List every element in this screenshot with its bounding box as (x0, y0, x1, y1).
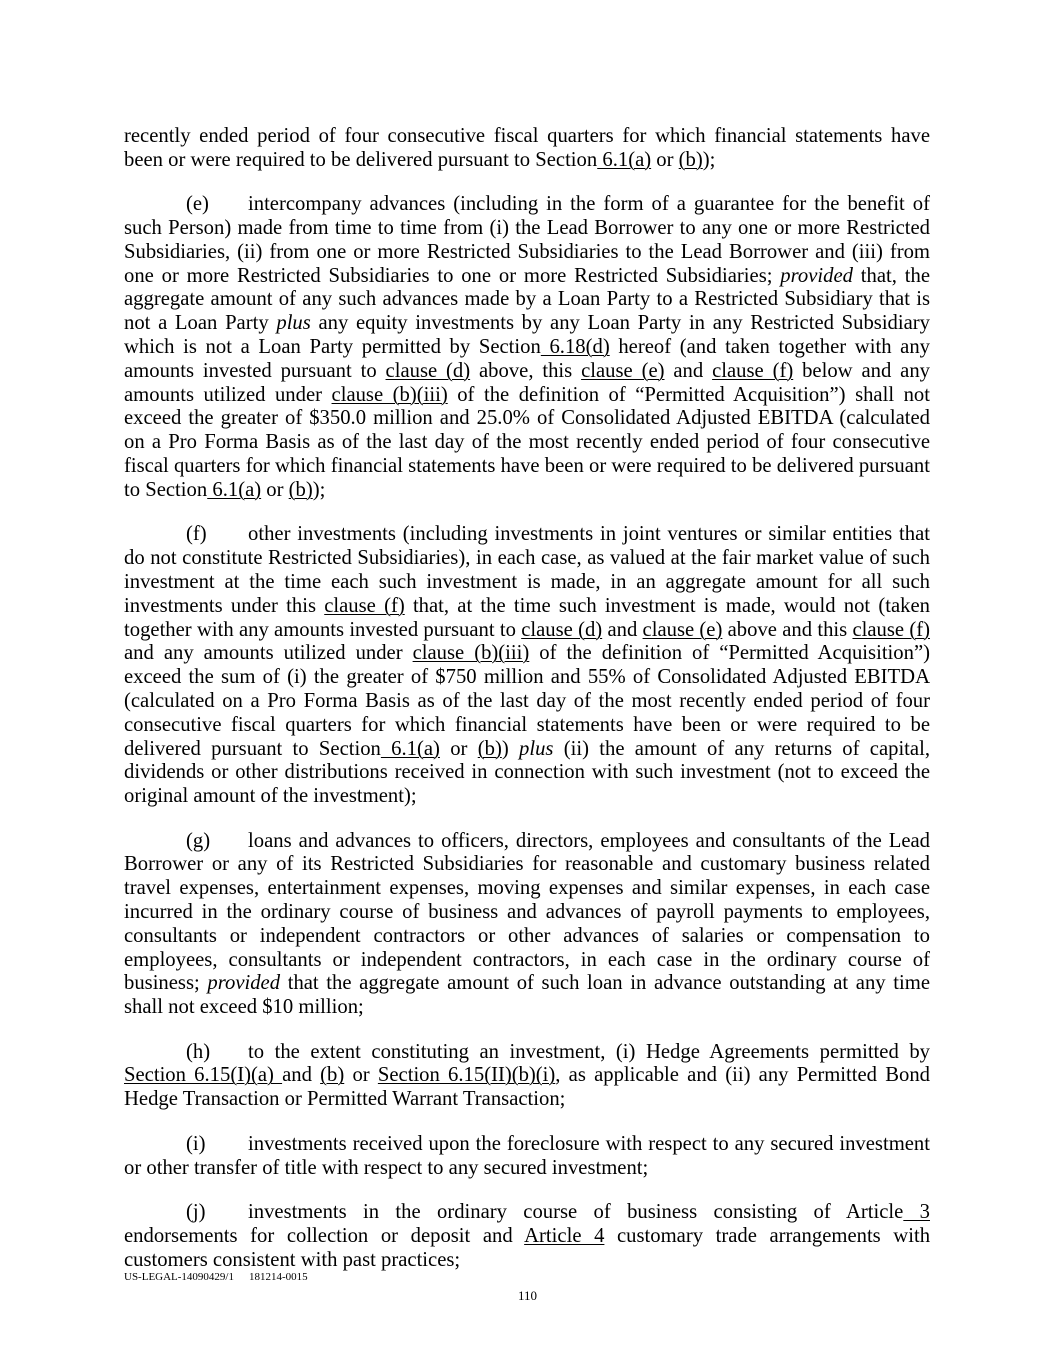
item-label: (e) (186, 193, 209, 216)
text-run: (ii) the amount of any returns of capital, dividends or other distributions received in connection with such investment (not to exceed the original amount of the investment); (124, 737, 930, 808)
cross-reference: Section 6.15(II)(b)(i) (377, 1064, 556, 1087)
page-number: 110 (517, 1288, 538, 1303)
text-run: or (651, 148, 679, 171)
text-run: customary trade arrangements with customers consistent with past practices; (124, 1224, 931, 1271)
emphasis: provided (207, 972, 281, 995)
document-id: US-LEGAL-14090429/1 (124, 1271, 234, 1283)
paragraph-i (124, 1133, 930, 1181)
text-run: or (261, 478, 289, 501)
paragraph-e (124, 193, 930, 502)
text-run: above, this (470, 359, 582, 382)
cross-reference: clause (e) (581, 359, 665, 382)
emphasis: plus (276, 312, 311, 335)
cross-reference: (b) (320, 1064, 345, 1087)
cross-reference: clause (b)(iii) (331, 383, 448, 406)
cross-reference: clause (b)(iii) (412, 642, 530, 665)
text-run: any equity investments by any Loan Party in any Restricted Subsidiary which is not a Loan Party permitted by Section (124, 312, 931, 359)
cross-reference: clause (d) (385, 359, 471, 382)
cross-reference: (b) (288, 478, 313, 501)
paragraph-j (124, 1201, 930, 1272)
cross-reference: clause (e) (642, 618, 723, 641)
item-label: (i) (186, 1132, 206, 1155)
text-run: endorsements for collection or deposit and (124, 1224, 525, 1247)
footer-document-id (124, 1271, 308, 1284)
paragraph-g (124, 830, 930, 1020)
cross-reference: 6.1(a) (380, 737, 440, 760)
text-run: and (282, 1064, 321, 1087)
text-run: intercompany advances (including in the form of a guarantee for the benefit of such Person) made from time to time from (i) the Lead Borrower to any one or more Restricted Subsidiaries, (ii) from one or more Restricted Subsidiaries to the Lead Borrower and (iii) from one or more Restricted Subsidiaries to one or more Restricted Subsidiaries; (124, 193, 930, 287)
document-body (124, 125, 930, 1293)
cross-reference: Article 4 (524, 1224, 605, 1247)
paragraph-f (124, 523, 930, 809)
document-reference: 181214-0015 (249, 1271, 308, 1283)
text-run: other investments (including investments in joint ventures or similar entities that do not constitute Restricted Subsidiaries), in each case, as valued at the fair market value of such investment at the time each such investment is made, in an aggregate amount for all such investments under this (124, 523, 930, 617)
text-run: hereof (and taken together with any amounts invested pursuant to (124, 336, 930, 382)
text-run: or (344, 1064, 378, 1087)
text-run: ) (501, 737, 519, 760)
item-label: (f) (186, 523, 207, 546)
cross-reference: 3 (903, 1201, 930, 1223)
text-run: of the definition of “Permitted Acquisition”) exceed the sum of (i) the greater of $750 million and 55% of Consolidated Adjusted EBITDA (calculated on a Pro Forma Basis as of the last day of the most recently ended period of four consecutive fiscal quarters for which financial statements have been or were required to be delivered pursuant to Section (124, 642, 930, 760)
cross-reference: 6.18(d) (540, 336, 610, 359)
cross-reference: 6.1(a) (207, 478, 262, 501)
text-run: loans and advances to officers, directors, employees and consultants of the Lead Borrower or any of its Restricted Subsidiaries for reasonable and customary business related travel expenses, entertainment expenses, moving expenses and similar expenses, in each case incurred in the ordinary course of business and advances of payroll payments to employees, consultants or independent contractors or other advances of salaries or compensation to employees, consultants or independent contractors, in each case in the ordinary course of business; (124, 829, 930, 995)
cross-reference: (b) (678, 148, 703, 171)
text-run: of the definition of “Permitted Acquisition”) shall not exceed the greater of $350.0 million and 25.0% of Consolidated Adjusted EBITDA (calculated on a Pro Forma Basis as of the last day of the most recently ended period of four consecutive fiscal quarters for which financial statements have been or were required to be delivered pursuant to Section (124, 383, 930, 501)
text-run: below and any amounts utilized under (124, 359, 930, 406)
text-run: to the extent constituting an investment, (i) Hedge Agreements permitted by (248, 1040, 930, 1063)
cross-reference: clause (f) (852, 618, 930, 641)
emphasis: plus (519, 737, 554, 760)
text-run: , as applicable and (ii) any Permitted Bond Hedge Transaction or Permitted Warrant Transaction; (124, 1064, 930, 1111)
text-run: recently ended period of four consecutive fiscal quarters for which financial statements have been or were required to be delivered pursuant to Section (124, 125, 930, 171)
text-run: above and this (722, 618, 853, 641)
cross-reference: clause (f) (712, 359, 794, 382)
emphasis: provided (780, 264, 853, 287)
item-label: (h) (186, 1040, 211, 1063)
text-run: ); (702, 148, 716, 171)
paragraph-h (124, 1041, 930, 1112)
text-run: that, at the time such investment is made, would not (taken together with any amounts invested pursuant to (124, 594, 930, 641)
cross-reference: clause (d) (521, 618, 603, 641)
cross-reference: Section 6.15(I)(a) (124, 1064, 283, 1087)
text-run: or (439, 737, 478, 760)
text-run: that the aggregate amount of such loan in advance outstanding at any time shall not exceed $10 million; (124, 972, 930, 1019)
text-run: ); (312, 478, 326, 501)
item-label: (g) (186, 829, 211, 852)
text-run: that, the aggregate amount of any such advances made by a Loan Party to a Restricted Subsidiary that is not a Loan Party (124, 264, 930, 335)
text-run: investments received upon the foreclosure with respect to any secured investment or other transfer of title with respect to any secured investment; (124, 1132, 930, 1179)
cross-reference: 6.1(a) (597, 148, 652, 171)
text-run: investments in the ordinary course of business consisting of Article (248, 1201, 904, 1223)
text-run: and (602, 618, 643, 641)
text-run: and (664, 359, 713, 382)
item-label: (j) (186, 1201, 206, 1223)
paragraph-continuation (124, 125, 930, 173)
cross-reference: (b) (477, 737, 502, 760)
text-run: and any amounts utilized under (124, 642, 413, 665)
cross-reference: clause (f) (324, 594, 405, 617)
